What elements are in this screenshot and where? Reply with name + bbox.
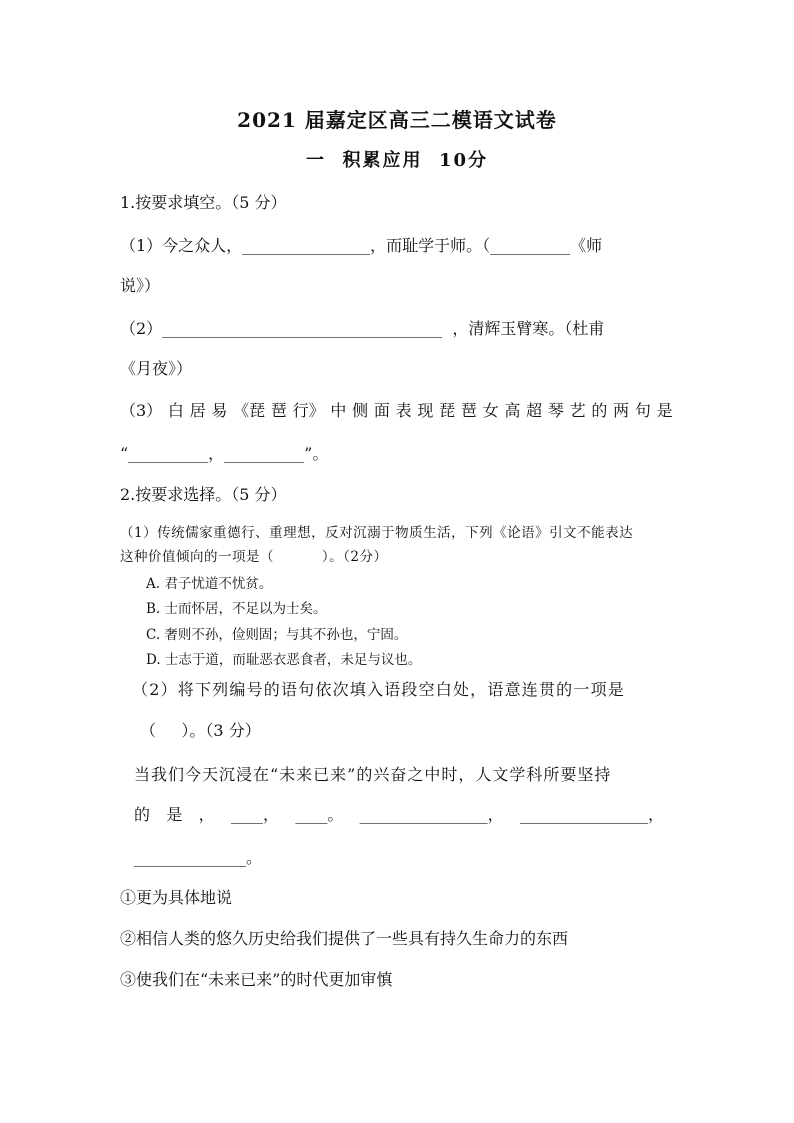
question-1-heading: 1.按要求填空。（5 分） bbox=[120, 193, 287, 212]
word: 居 bbox=[189, 401, 206, 420]
word: 句 bbox=[634, 401, 651, 420]
option-a: A. 君子忧道不忧贫。 bbox=[146, 576, 273, 592]
passage-line-1: 当我们今天沉浸在“未来已来”的兴奋之中时，人文学科所要坚持 bbox=[134, 765, 612, 784]
question-1-item-1-line-1: （1）今之众人，________________，而耻学于师。（__________《师 bbox=[120, 236, 603, 255]
word: 现 bbox=[417, 401, 434, 420]
question-1-item-2-line-2: 《月夜》） bbox=[120, 359, 193, 378]
statement-3: ③使我们在“未来已来”的时代更加审慎 bbox=[120, 970, 393, 989]
word: 是 bbox=[656, 401, 673, 420]
section-heading: 一 积累应用 10分 bbox=[305, 150, 489, 171]
word: 两 bbox=[613, 401, 630, 420]
word: 艺 bbox=[569, 401, 586, 420]
question-2-item-1-line-1: （1）传统儒家重德行、重理想，反对沉溺于物质生活，下列《论语》引文不能表达 bbox=[120, 525, 634, 541]
word: 是 bbox=[166, 805, 183, 824]
word: ， bbox=[198, 805, 215, 824]
blank: ____。 bbox=[295, 805, 344, 824]
word: 白 bbox=[167, 401, 184, 420]
passage-line-3: ______________。 bbox=[134, 848, 263, 867]
question-2-heading: 2.按要求选择。（5 分） bbox=[120, 485, 287, 504]
blank: ____， bbox=[230, 805, 279, 824]
option-d: D. 士志于道，而耻恶衣恶食者，未足与议也。 bbox=[146, 652, 422, 668]
word: 表 bbox=[395, 401, 412, 420]
word: 高 bbox=[504, 401, 521, 420]
word: 侧 bbox=[352, 401, 369, 420]
passage-line-2 bbox=[134, 802, 664, 825]
word: 超 bbox=[526, 401, 543, 420]
word: 行》 bbox=[292, 401, 325, 420]
option-b: B. 士而怀居，不足以为士矣。 bbox=[146, 601, 327, 617]
statement-2: ②相信人类的悠久历史给我们提供了一些具有持久生命力的东西 bbox=[120, 929, 569, 948]
word: 的 bbox=[591, 401, 608, 420]
word: 面 bbox=[373, 401, 390, 420]
word: 易 bbox=[211, 401, 228, 420]
word: 琵 bbox=[439, 401, 456, 420]
word: 中 bbox=[330, 401, 347, 420]
word: 琴 bbox=[547, 401, 564, 420]
option-c: C. 奢则不孙，俭则固；与其不孙也，宁固。 bbox=[146, 627, 408, 643]
question-1-item-1-line-2: 说》） bbox=[120, 276, 161, 295]
question-1-item-2-line-1: （2）___________________________________ ，清辉玉臂寒。（杜甫 bbox=[120, 319, 605, 338]
word: 琶 bbox=[460, 401, 477, 420]
blank: ________________， bbox=[359, 805, 504, 824]
question-1-item-3-line-1 bbox=[120, 398, 673, 421]
word: （3） bbox=[120, 401, 163, 420]
question-2-item-2-line-2: （ ）。（3 分） bbox=[140, 721, 261, 740]
word: 女 bbox=[482, 401, 499, 420]
blank: ________________， bbox=[519, 805, 664, 824]
question-1-item-3-line-2: “__________，__________”。 bbox=[120, 444, 329, 463]
statement-1: ①更为具体地说 bbox=[120, 888, 233, 907]
question-2-item-1-line-2: 这种价值倾向的一项是（ ）。（2分） bbox=[120, 549, 388, 565]
word: 的 bbox=[134, 805, 151, 824]
word: 琶 bbox=[270, 401, 287, 420]
question-2-item-2-line-1: （2）将下列编号的语句依次填入语段空白处，语意连贯的一项是 bbox=[132, 680, 625, 699]
word: 《琵 bbox=[233, 401, 266, 420]
exam-title: 2021 届嘉定区高三二模语文试卷 bbox=[237, 108, 557, 132]
